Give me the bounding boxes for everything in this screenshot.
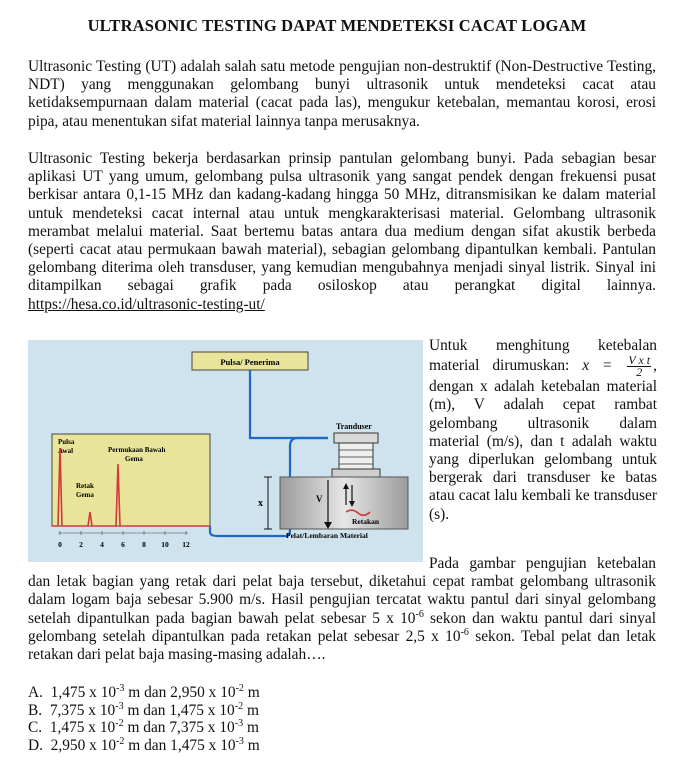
option-unit: m: [243, 701, 259, 719]
page-title: ULTRASONIC TESTING DAPAT MENDETEKSI CACAT LOGAM: [87, 16, 587, 35]
axis-tick-label: 2: [79, 540, 83, 549]
option-exp: -2: [115, 718, 124, 730]
axis-ticks: [58, 531, 190, 549]
source-link[interactable]: https://hesa.co.id/ultrasonic-testing-ut/: [28, 295, 265, 313]
option-letter: C.: [28, 719, 43, 737]
option-d[interactable]: [28, 737, 260, 755]
label-retak-gema-2: Gema: [76, 491, 94, 499]
formula-fraction: [627, 355, 651, 378]
answer-options: [28, 684, 260, 754]
v-label: V: [316, 494, 323, 504]
ut-diagram: [28, 340, 423, 562]
option-value: 1,475 x 10: [50, 684, 117, 701]
option-letter: B.: [28, 701, 43, 719]
problem-exp-1: -6: [415, 608, 424, 620]
axis-tick-label: 10: [161, 540, 169, 549]
pulser-cable: [250, 370, 328, 438]
axis-tick-label: 4: [100, 540, 104, 549]
option-value: 7,375 x 10: [49, 701, 116, 719]
option-value: m dan 1,475 x 10: [123, 701, 235, 719]
formula-rest: dengan x adalah ketebalan material (m), V adalah cepat rambat gelombang ultrasonik dalam material (m/s), dan t adalah waktu yang diperlukan gelombang untuk bergerak dari transduser ke batas atau cacat lalu kembali ke transduser (s).: [429, 378, 657, 523]
formula-paragraph: [429, 337, 657, 524]
option-unit: m: [243, 684, 260, 701]
formula-denominator: 2: [636, 365, 643, 380]
transducer-base: [332, 469, 380, 477]
axis-tick-label: 8: [142, 540, 146, 549]
axis-tick-label: 0: [58, 540, 62, 549]
label-permukaan-bawah-2: Gema: [125, 455, 143, 463]
option-b[interactable]: [28, 702, 260, 720]
problem-text-a: Pada gambar pengujian ketebalan dan letak bagian yang retak dari pelat baja tersebut, diketahui cepat rambat gelombang ultrasonik dalam logam baja sebesar 5.900 m/s. Hasil pengujian tercatat waktu pantul dari sinyal gelombang setelah dipantulkan pada bagian bawah pelat sebesar 5 x 10: [28, 555, 656, 627]
label-retak-gema-1: Retak: [76, 482, 94, 490]
option-letter: D.: [28, 736, 43, 754]
label-pulsa-awal-1: Pulsa: [58, 438, 75, 446]
problem-exp-2: -6: [460, 626, 469, 638]
option-c[interactable]: [28, 719, 260, 737]
formula-var: x =: [582, 357, 613, 375]
principle-text: Ultrasonic Testing bekerja berdasarkan prinsip pantulan gelombang bunyi. Pada sebagian besar aplikasi UT yang umum, gelombang pulsa ultrasonik yang sangat pendek dengan frekuensi pusat berkisar antara 0,1-15 MHz dan kadang-kadang hingga 50 MHz, ditransmisikan ke dalam material untuk mendeteksi cacat internal atau untuk mengkarakterisasi material. Gelombang ultrasonik merambat melalui material. Saat bertemu batas antara dua medium dengan sifat akustik berbeda (seperti cacat atau permukaan bawah material), sebagian gelombang dipantulkan kembali. Pantulan gelombang diterima oleh transduser, yang kemudian mengubahnya menjadi sinyal listrik. Sinyal ini ditampilkan sebagai grafik pada osiloskop atau perangkat digital lainnya.: [28, 150, 656, 295]
option-value: 1,475 x 10: [49, 719, 116, 737]
option-value: 2,950 x 10: [50, 736, 117, 754]
option-unit: m: [243, 736, 260, 754]
option-exp: -3: [115, 700, 124, 712]
material-plate: [280, 477, 408, 529]
problem-text-b: sekon dan waktu pantul dari sinyal gelombang setelah dipantulkan pada retakan pelat sebesar 2,5 x 10: [28, 609, 656, 645]
option-exp: -2: [116, 735, 125, 747]
pulsa-label: Pulsa/ Penerima: [220, 357, 280, 367]
label-permukaan-bawah-1: Permukaan Bawah: [108, 446, 166, 454]
option-exp: -3: [235, 735, 244, 747]
pelat-label: Pelat/Lembaran Material: [286, 531, 368, 540]
intro-paragraph: Ultrasonic Testing (UT) adalah salah satu metode pengujian non-destruktif (Non-Destructive Testing, NDT) yang menggunakan gelombang bunyi ultrasonik untuk mendeteksi cacat atau ketidaksempurnaan dalam material (cacat pada las), mengukur ketebalan, memantau korosi, erosi pipa, atau menentukan sifat material lainnya tanpa merusaknya.: [28, 58, 656, 130]
transducer-body: [339, 443, 373, 469]
formula-comma: ,: [653, 357, 657, 375]
retakan-label: Retakan: [352, 517, 380, 526]
option-unit: m: [243, 719, 259, 737]
formula-lead: Untuk menghitung ketebalan material dirumuskan:: [429, 337, 657, 375]
formula-numerator: V x t: [628, 353, 651, 368]
ut-diagram-svg: [28, 340, 423, 562]
option-exp: -2: [235, 683, 244, 694]
option-exp: -3: [234, 718, 244, 730]
option-exp: -2: [234, 700, 244, 712]
problem-paragraph: [28, 555, 656, 664]
option-letter: A.: [28, 684, 43, 701]
problem-text-c: sekon. Tebal pelat dan letak retakan dari pelat baja masing-masing adalah….: [28, 627, 656, 664]
tranduser-label: Tranduser: [336, 422, 372, 431]
option-value: m dan 2,950 x 10: [124, 684, 236, 701]
float-spacer: [28, 555, 429, 556]
option-exp: -3: [116, 683, 125, 694]
label-pulsa-awal-2: Awal: [58, 447, 74, 455]
x-label: x: [258, 498, 263, 509]
transducer-cap: [334, 433, 378, 443]
principle-paragraph: [28, 150, 656, 314]
axis-tick-label: 12: [182, 540, 190, 549]
axis-tick-label: 6: [121, 540, 125, 549]
option-value: m dan 7,375 x 10: [123, 719, 235, 737]
option-value: m dan 1,475 x 10: [124, 736, 236, 754]
option-a[interactable]: [28, 684, 260, 702]
